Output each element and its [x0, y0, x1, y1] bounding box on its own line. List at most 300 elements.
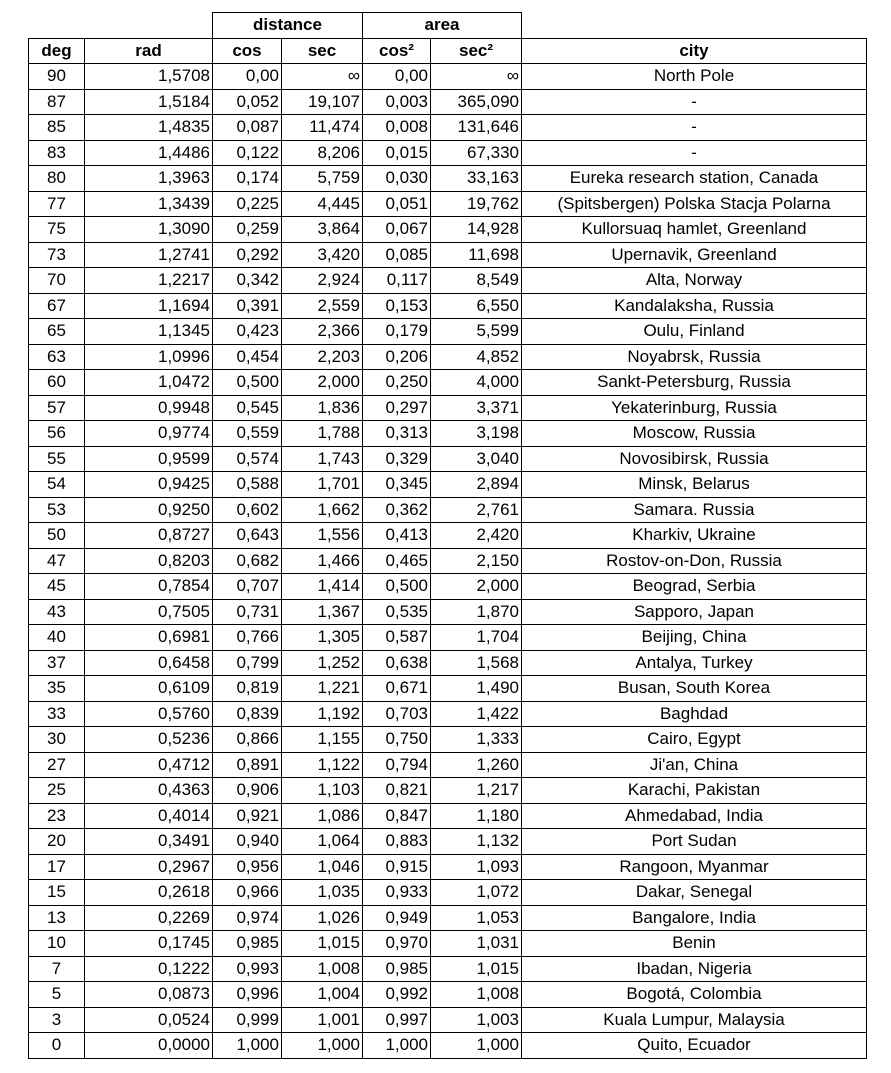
cell-cos-squared: 0,535 — [363, 599, 431, 625]
column-header-city: city — [522, 38, 867, 64]
cell-rad: 0,4363 — [85, 778, 213, 804]
table-row — [29, 319, 867, 345]
cell-rad: 0,7854 — [85, 574, 213, 600]
cell-cos-squared: 0,847 — [363, 803, 431, 829]
cell-city: Busan, South Korea — [522, 676, 867, 702]
cell-deg: 65 — [29, 319, 85, 345]
cell-sec: 1,122 — [282, 752, 363, 778]
cell-city: Sankt-Petersburg, Russia — [522, 370, 867, 396]
table-row — [29, 905, 867, 931]
cell-sec: 4,445 — [282, 191, 363, 217]
cell-sec-squared: 1,015 — [431, 956, 522, 982]
cell-cos-squared: 0,008 — [363, 115, 431, 141]
cell-city: Yekaterinburg, Russia — [522, 395, 867, 421]
cell-rad: 0,9774 — [85, 421, 213, 447]
cell-cos: 0,559 — [213, 421, 282, 447]
cell-cos-squared: 0,015 — [363, 140, 431, 166]
cell-sec-squared: 1,053 — [431, 905, 522, 931]
cell-cos-squared: 0,250 — [363, 370, 431, 396]
cell-rad: 0,5236 — [85, 727, 213, 753]
cell-city: (Spitsbergen) Polska Stacja Polarna — [522, 191, 867, 217]
table-row — [29, 829, 867, 855]
cell-sec-squared: 365,090 — [431, 89, 522, 115]
cell-cos: 0,342 — [213, 268, 282, 294]
cell-deg: 53 — [29, 497, 85, 523]
cell-sec: 1,008 — [282, 956, 363, 982]
cell-rad: 0,2967 — [85, 854, 213, 880]
cell-sec: 1,026 — [282, 905, 363, 931]
cell-cos: 0,174 — [213, 166, 282, 192]
cell-city: Upernavik, Greenland — [522, 242, 867, 268]
cell-sec-squared: 11,698 — [431, 242, 522, 268]
cell-cos: 0,087 — [213, 115, 282, 141]
cell-sec: 2,559 — [282, 293, 363, 319]
table-row — [29, 89, 867, 115]
cell-cos-squared: 0,329 — [363, 446, 431, 472]
cell-sec: 1,000 — [282, 1033, 363, 1059]
table-row — [29, 599, 867, 625]
cell-rad: 1,4835 — [85, 115, 213, 141]
table-row — [29, 242, 867, 268]
cell-rad: 0,2269 — [85, 905, 213, 931]
table-row — [29, 548, 867, 574]
cell-sec: 3,864 — [282, 217, 363, 243]
table-row — [29, 982, 867, 1008]
cell-cos-squared: 0,297 — [363, 395, 431, 421]
cell-cos-squared: 0,179 — [363, 319, 431, 345]
column-header-sec: sec — [282, 38, 363, 64]
cell-sec: 1,305 — [282, 625, 363, 651]
cell-deg: 0 — [29, 1033, 85, 1059]
table-row — [29, 523, 867, 549]
cell-city: Antalya, Turkey — [522, 650, 867, 676]
cell-sec: 3,420 — [282, 242, 363, 268]
cell-sec-squared: 1,180 — [431, 803, 522, 829]
cell-city: Novosibirsk, Russia — [522, 446, 867, 472]
cell-sec-squared: 1,870 — [431, 599, 522, 625]
cell-sec-squared: 2,894 — [431, 472, 522, 498]
cell-sec-squared: 14,928 — [431, 217, 522, 243]
cell-cos-squared: 0,915 — [363, 854, 431, 880]
cell-deg: 70 — [29, 268, 85, 294]
cell-rad: 0,0000 — [85, 1033, 213, 1059]
cell-cos: 0,891 — [213, 752, 282, 778]
cell-cos-squared: 0,638 — [363, 650, 431, 676]
cell-rad: 0,2618 — [85, 880, 213, 906]
cell-cos: 0,966 — [213, 880, 282, 906]
table-body — [29, 64, 867, 1059]
cell-sec-squared: 5,599 — [431, 319, 522, 345]
cell-cos-squared: 0,117 — [363, 268, 431, 294]
column-header-rad: rad — [85, 38, 213, 64]
cell-cos-squared: 0,587 — [363, 625, 431, 651]
cell-sec-squared: 1,008 — [431, 982, 522, 1008]
cell-rad: 0,8203 — [85, 548, 213, 574]
cell-rad: 1,5708 — [85, 64, 213, 90]
cell-cos: 0,259 — [213, 217, 282, 243]
cell-city: Kandalaksha, Russia — [522, 293, 867, 319]
cell-cos-squared: 0,345 — [363, 472, 431, 498]
cell-sec: 1,556 — [282, 523, 363, 549]
cell-city: Ibadan, Nigeria — [522, 956, 867, 982]
cell-cos: 0,574 — [213, 446, 282, 472]
cell-rad: 1,5184 — [85, 89, 213, 115]
table-row — [29, 854, 867, 880]
cell-city: Port Sudan — [522, 829, 867, 855]
cell-city: Ji'an, China — [522, 752, 867, 778]
column-header-cos-squared: cos² — [363, 38, 431, 64]
table-row — [29, 880, 867, 906]
cell-rad: 0,8727 — [85, 523, 213, 549]
cell-deg: 15 — [29, 880, 85, 906]
cell-deg: 56 — [29, 421, 85, 447]
cell-city: Oulu, Finland — [522, 319, 867, 345]
cell-rad: 1,0472 — [85, 370, 213, 396]
cell-deg: 77 — [29, 191, 85, 217]
cell-cos: 0,643 — [213, 523, 282, 549]
cell-deg: 83 — [29, 140, 85, 166]
cell-sec: 11,474 — [282, 115, 363, 141]
cell-rad: 1,3090 — [85, 217, 213, 243]
cell-cos-squared: 0,794 — [363, 752, 431, 778]
cell-cos-squared: 0,00 — [363, 64, 431, 90]
cell-cos-squared: 0,003 — [363, 89, 431, 115]
cell-cos-squared: 0,992 — [363, 982, 431, 1008]
cell-rad: 0,0873 — [85, 982, 213, 1008]
cell-cos-squared: 1,000 — [363, 1033, 431, 1059]
cell-cos: 0,766 — [213, 625, 282, 651]
column-header-row — [29, 38, 867, 64]
cell-cos-squared: 0,051 — [363, 191, 431, 217]
cell-sec-squared: 3,371 — [431, 395, 522, 421]
cell-sec: 1,367 — [282, 599, 363, 625]
table-row — [29, 676, 867, 702]
cell-rad: 0,3491 — [85, 829, 213, 855]
table-row — [29, 140, 867, 166]
table-row — [29, 701, 867, 727]
cell-deg: 25 — [29, 778, 85, 804]
cell-sec-squared: 1,260 — [431, 752, 522, 778]
cell-cos: 0,602 — [213, 497, 282, 523]
cell-cos-squared: 0,067 — [363, 217, 431, 243]
cell-cos: 0,906 — [213, 778, 282, 804]
cell-sec-squared: 1,000 — [431, 1033, 522, 1059]
table-row — [29, 497, 867, 523]
cell-cos: 0,588 — [213, 472, 282, 498]
cell-sec: ∞ — [282, 64, 363, 90]
cell-cos-squared: 0,362 — [363, 497, 431, 523]
cell-cos-squared: 0,997 — [363, 1007, 431, 1033]
cell-cos-squared: 0,313 — [363, 421, 431, 447]
cell-cos-squared: 0,949 — [363, 905, 431, 931]
cell-sec-squared: 131,646 — [431, 115, 522, 141]
cell-sec: 2,000 — [282, 370, 363, 396]
cell-cos-squared: 0,933 — [363, 880, 431, 906]
cell-rad: 0,4014 — [85, 803, 213, 829]
cell-sec-squared: 8,549 — [431, 268, 522, 294]
cell-sec-squared: 1,704 — [431, 625, 522, 651]
cell-sec-squared: 19,762 — [431, 191, 522, 217]
cell-sec: 2,366 — [282, 319, 363, 345]
cell-sec: 1,004 — [282, 982, 363, 1008]
cell-sec-squared: 2,761 — [431, 497, 522, 523]
cell-cos: 0,545 — [213, 395, 282, 421]
cell-city: Beograd, Serbia — [522, 574, 867, 600]
cell-deg: 47 — [29, 548, 85, 574]
cell-cos-squared: 0,465 — [363, 548, 431, 574]
cell-deg: 87 — [29, 89, 85, 115]
area-group-header: area — [363, 13, 522, 39]
cell-cos: 0,993 — [213, 956, 282, 982]
cell-rad: 0,6109 — [85, 676, 213, 702]
cell-deg: 17 — [29, 854, 85, 880]
column-header-deg: deg — [29, 38, 85, 64]
cell-sec: 1,155 — [282, 727, 363, 753]
cell-sec-squared: 2,000 — [431, 574, 522, 600]
cell-sec: 5,759 — [282, 166, 363, 192]
cell-sec-squared: 1,568 — [431, 650, 522, 676]
cell-sec-squared: ∞ — [431, 64, 522, 90]
cell-sec: 1,662 — [282, 497, 363, 523]
table-row — [29, 1033, 867, 1059]
cell-city: Quito, Ecuador — [522, 1033, 867, 1059]
cell-city: Moscow, Russia — [522, 421, 867, 447]
cell-city: Alta, Norway — [522, 268, 867, 294]
cell-sec-squared: 1,003 — [431, 1007, 522, 1033]
cell-cos-squared: 0,703 — [363, 701, 431, 727]
cell-sec: 1,788 — [282, 421, 363, 447]
cell-sec-squared: 3,198 — [431, 421, 522, 447]
group-header-row — [29, 13, 867, 39]
cell-cos-squared: 0,413 — [363, 523, 431, 549]
cell-rad: 0,4712 — [85, 752, 213, 778]
table-row — [29, 166, 867, 192]
cell-sec-squared: 2,420 — [431, 523, 522, 549]
cell-sec-squared: 2,150 — [431, 548, 522, 574]
table-row — [29, 727, 867, 753]
cell-deg: 55 — [29, 446, 85, 472]
cell-deg: 23 — [29, 803, 85, 829]
cell-city: Bangalore, India — [522, 905, 867, 931]
cell-deg: 60 — [29, 370, 85, 396]
cell-city: Karachi, Pakistan — [522, 778, 867, 804]
table-row — [29, 752, 867, 778]
cell-sec: 1,103 — [282, 778, 363, 804]
cell-cos: 0,921 — [213, 803, 282, 829]
cell-sec: 1,221 — [282, 676, 363, 702]
cell-city: Beijing, China — [522, 625, 867, 651]
table-row — [29, 625, 867, 651]
cell-sec: 1,001 — [282, 1007, 363, 1033]
cell-deg: 33 — [29, 701, 85, 727]
cell-deg: 5 — [29, 982, 85, 1008]
cell-cos: 0,00 — [213, 64, 282, 90]
table-row — [29, 472, 867, 498]
cell-cos-squared: 0,985 — [363, 956, 431, 982]
cell-sec: 1,414 — [282, 574, 363, 600]
cell-rad: 0,6981 — [85, 625, 213, 651]
cell-rad: 0,9599 — [85, 446, 213, 472]
cell-city: Bogotá, Colombia — [522, 982, 867, 1008]
cell-city: Dakar, Senegal — [522, 880, 867, 906]
table-row — [29, 191, 867, 217]
cell-deg: 73 — [29, 242, 85, 268]
cell-cos-squared: 0,671 — [363, 676, 431, 702]
cell-cos: 0,999 — [213, 1007, 282, 1033]
table-row — [29, 574, 867, 600]
empty-header-cell — [85, 13, 213, 39]
cell-cos: 1,000 — [213, 1033, 282, 1059]
cell-cos-squared: 0,970 — [363, 931, 431, 957]
cell-deg: 57 — [29, 395, 85, 421]
cell-city: Ahmedabad, India — [522, 803, 867, 829]
table-row — [29, 115, 867, 141]
cell-sec-squared: 1,217 — [431, 778, 522, 804]
cell-cos: 0,956 — [213, 854, 282, 880]
cell-sec-squared: 1,031 — [431, 931, 522, 957]
cell-cos: 0,985 — [213, 931, 282, 957]
cell-deg: 27 — [29, 752, 85, 778]
cell-rad: 1,3963 — [85, 166, 213, 192]
cell-rad: 0,1222 — [85, 956, 213, 982]
cell-city: Sapporo, Japan — [522, 599, 867, 625]
cell-sec: 1,466 — [282, 548, 363, 574]
cell-sec-squared: 1,422 — [431, 701, 522, 727]
cell-deg: 85 — [29, 115, 85, 141]
cell-rad: 1,0996 — [85, 344, 213, 370]
cell-sec: 1,701 — [282, 472, 363, 498]
cell-rad: 0,9425 — [85, 472, 213, 498]
cell-sec: 1,086 — [282, 803, 363, 829]
cell-cos: 0,974 — [213, 905, 282, 931]
cell-deg: 37 — [29, 650, 85, 676]
cell-sec-squared: 1,490 — [431, 676, 522, 702]
cell-cos-squared: 0,750 — [363, 727, 431, 753]
cell-cos: 0,122 — [213, 140, 282, 166]
table-row — [29, 956, 867, 982]
cell-sec: 2,924 — [282, 268, 363, 294]
cell-rad: 0,5760 — [85, 701, 213, 727]
cell-deg: 63 — [29, 344, 85, 370]
cell-cos: 0,391 — [213, 293, 282, 319]
cell-cos-squared: 0,206 — [363, 344, 431, 370]
cell-rad: 0,9948 — [85, 395, 213, 421]
cell-sec: 1,035 — [282, 880, 363, 906]
cell-cos-squared: 0,883 — [363, 829, 431, 855]
table-row — [29, 64, 867, 90]
column-header-sec-squared: sec² — [431, 38, 522, 64]
cell-sec-squared: 3,040 — [431, 446, 522, 472]
cell-deg: 40 — [29, 625, 85, 651]
cell-sec-squared: 1,333 — [431, 727, 522, 753]
cell-deg: 43 — [29, 599, 85, 625]
cell-rad: 1,3439 — [85, 191, 213, 217]
cell-sec-squared: 67,330 — [431, 140, 522, 166]
cell-cos-squared: 0,500 — [363, 574, 431, 600]
cell-cos: 0,866 — [213, 727, 282, 753]
cell-cos: 0,454 — [213, 344, 282, 370]
cell-sec-squared: 6,550 — [431, 293, 522, 319]
table-row — [29, 395, 867, 421]
cell-rad: 1,2741 — [85, 242, 213, 268]
cell-sec: 1,836 — [282, 395, 363, 421]
cell-deg: 90 — [29, 64, 85, 90]
cell-rad: 1,4486 — [85, 140, 213, 166]
cell-city: Kuala Lumpur, Malaysia — [522, 1007, 867, 1033]
cell-cos: 0,225 — [213, 191, 282, 217]
cell-sec: 2,203 — [282, 344, 363, 370]
table-row — [29, 293, 867, 319]
cell-cos: 0,423 — [213, 319, 282, 345]
cell-sec: 1,192 — [282, 701, 363, 727]
cell-city: Rostov-on-Don, Russia — [522, 548, 867, 574]
cell-sec: 1,743 — [282, 446, 363, 472]
cell-deg: 75 — [29, 217, 85, 243]
cell-sec-squared: 1,072 — [431, 880, 522, 906]
cell-sec: 1,046 — [282, 854, 363, 880]
cell-sec: 1,252 — [282, 650, 363, 676]
table-row — [29, 446, 867, 472]
cell-city: Cairo, Egypt — [522, 727, 867, 753]
cell-city: Rangoon, Myanmar — [522, 854, 867, 880]
table-row — [29, 931, 867, 957]
cell-city: - — [522, 140, 867, 166]
cell-cos: 0,819 — [213, 676, 282, 702]
table-row — [29, 344, 867, 370]
cell-deg: 20 — [29, 829, 85, 855]
cell-deg: 13 — [29, 905, 85, 931]
table-row — [29, 650, 867, 676]
cell-sec: 19,107 — [282, 89, 363, 115]
cell-city: Samara. Russia — [522, 497, 867, 523]
cell-rad: 0,0524 — [85, 1007, 213, 1033]
latitude-table — [28, 12, 867, 1059]
cell-rad: 0,7505 — [85, 599, 213, 625]
cell-sec-squared: 33,163 — [431, 166, 522, 192]
cell-rad: 1,1694 — [85, 293, 213, 319]
cell-city: Noyabrsk, Russia — [522, 344, 867, 370]
cell-cos: 0,707 — [213, 574, 282, 600]
distance-group-header: distance — [213, 13, 363, 39]
table-row — [29, 1007, 867, 1033]
cell-city: - — [522, 115, 867, 141]
cell-rad: 0,6458 — [85, 650, 213, 676]
cell-cos-squared: 0,821 — [363, 778, 431, 804]
cell-deg: 10 — [29, 931, 85, 957]
cell-sec: 1,064 — [282, 829, 363, 855]
cell-city: Kullorsuaq hamlet, Greenland — [522, 217, 867, 243]
cell-sec-squared: 4,000 — [431, 370, 522, 396]
table-row — [29, 268, 867, 294]
cell-cos: 0,731 — [213, 599, 282, 625]
cell-sec: 1,015 — [282, 931, 363, 957]
table-row — [29, 421, 867, 447]
cell-city: Minsk, Belarus — [522, 472, 867, 498]
cell-deg: 7 — [29, 956, 85, 982]
cell-cos: 0,292 — [213, 242, 282, 268]
cell-city: - — [522, 89, 867, 115]
cell-sec: 8,206 — [282, 140, 363, 166]
cell-cos: 0,940 — [213, 829, 282, 855]
cell-rad: 0,1745 — [85, 931, 213, 957]
cell-sec-squared: 1,132 — [431, 829, 522, 855]
cell-city: Kharkiv, Ukraine — [522, 523, 867, 549]
cell-sec-squared: 4,852 — [431, 344, 522, 370]
cell-rad: 0,9250 — [85, 497, 213, 523]
cell-city: Benin — [522, 931, 867, 957]
cell-cos: 0,500 — [213, 370, 282, 396]
cell-cos-squared: 0,153 — [363, 293, 431, 319]
